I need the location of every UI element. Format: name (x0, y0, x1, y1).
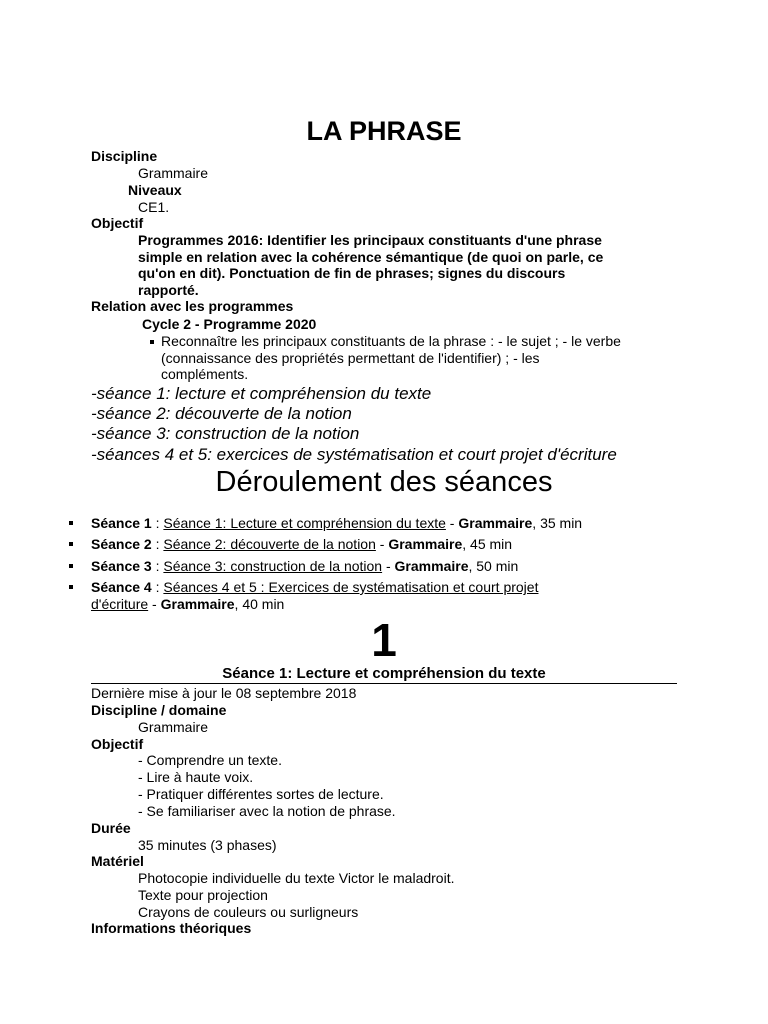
last-updated: Dernière mise à jour le 08 septembre 2018 (91, 685, 357, 701)
seance-link[interactable]: Séance 2: découverte de la notion (163, 536, 376, 552)
separator: : (151, 536, 164, 552)
seance-label: Séance 4 (91, 579, 152, 595)
seance-link[interactable]: d'écriture (91, 596, 149, 612)
dash: - (375, 536, 389, 552)
seance-duration: , 45 min (462, 536, 513, 552)
relation-label: Relation avec les programmes (91, 298, 294, 314)
seance-link[interactable]: Séances 4 et 5 : Exercices de systématisation et court projet (163, 579, 539, 595)
separator: : (151, 558, 164, 574)
deroulement-item (91, 536, 512, 553)
seance-discipline: Grammaire (160, 596, 235, 612)
bullet-icon (69, 521, 73, 525)
seance-discipline: Grammaire (388, 536, 463, 552)
seance-overview-line: -séance 1: lecture et compréhension du texte (91, 384, 432, 403)
seance-overview-line: -séance 3: construction de la notion (91, 424, 360, 443)
seance1-objectif-line: - Comprendre un texte. (138, 752, 282, 768)
seance-discipline: Grammaire (394, 558, 469, 574)
bullet-icon (69, 585, 73, 589)
objectif-line: qu'on en dit). Ponctuation de fin de phrases; signes du discours (138, 265, 566, 281)
deroulement-item (91, 515, 582, 532)
seance-duration: , 40 min (234, 596, 285, 612)
materiel-line: Crayons de couleurs ou surligneurs (138, 904, 359, 920)
niveaux-value: CE1. (138, 199, 170, 215)
deroulement-heading: Déroulement des séances (215, 466, 553, 498)
discipline-value: Grammaire (138, 165, 209, 181)
niveaux-label: Niveaux (128, 182, 182, 198)
seance-duration: , 50 min (468, 558, 519, 574)
dash: - (148, 596, 161, 612)
page-title: LA PHRASE (306, 116, 462, 146)
seance-number: 1 (371, 614, 397, 666)
relation-bullet-line: Reconnaître les principaux constituants de la phrase : - le sujet ; - le verbe (161, 333, 621, 349)
bullet-icon (69, 542, 73, 546)
separator: : (151, 515, 164, 531)
seance1-objectif-line: - Lire à haute voix. (138, 769, 254, 785)
cycle-label: Cycle 2 - Programme 2020 (142, 316, 317, 332)
discipline-domaine-value: Grammaire (138, 719, 209, 735)
materiel-label: Matériel (91, 853, 144, 869)
seance-overview-line: -séance 2: découverte de la notion (91, 404, 352, 423)
discipline-domaine-label: Discipline / domaine (91, 702, 227, 718)
seance-label: Séance 1 (91, 515, 152, 531)
objectif-line: simple en relation avec la cohérence sémantique (de quoi on parle, ce (138, 249, 604, 265)
duree-label: Durée (91, 820, 131, 836)
seance-link[interactable]: Séance 1: Lecture et compréhension du texte (163, 515, 446, 531)
bullet-icon (150, 340, 154, 344)
dash: - (445, 515, 459, 531)
deroulement-item (91, 579, 538, 596)
objectif-line: Programmes 2016: Identifier les principaux constituants d'une phrase (138, 232, 602, 248)
seance1-objectif-line: - Pratiquer différentes sortes de lecture. (138, 786, 384, 802)
seance-duration: , 35 min (532, 515, 583, 531)
objectif-label: Objectif (91, 215, 144, 231)
seance-link[interactable]: Séance 3: construction de la notion (163, 558, 383, 574)
deroulement-item (91, 558, 518, 575)
seance-label: Séance 2 (91, 536, 152, 552)
bullet-icon (69, 564, 73, 568)
seance1-objectif-label: Objectif (91, 736, 144, 752)
seance-label: Séance 3 (91, 558, 152, 574)
dash: - (382, 558, 395, 574)
objectif-line: rapporté. (138, 282, 199, 298)
informations-theoriques-label: Informations théoriques (91, 920, 252, 936)
relation-bullet-line: compléments. (161, 366, 249, 382)
materiel-line: Texte pour projection (138, 887, 268, 903)
seance-overview-line: -séances 4 et 5: exercices de systématisation et court projet d'écriture (91, 445, 617, 464)
relation-bullet-line: (connaissance des propriétés permettant de l'identifier) ; - les (161, 350, 540, 366)
discipline-label: Discipline (91, 148, 158, 164)
seance1-title: Séance 1: Lecture et compréhension du texte (91, 664, 677, 684)
seance1-objectif-line: - Se familiariser avec la notion de phrase. (138, 803, 396, 819)
duree-value: 35 minutes (3 phases) (138, 837, 277, 853)
deroulement-item-continued (91, 596, 284, 613)
materiel-line: Photocopie individuelle du texte Victor le maladroit. (138, 870, 455, 886)
separator: : (151, 579, 164, 595)
seance-discipline: Grammaire (458, 515, 533, 531)
